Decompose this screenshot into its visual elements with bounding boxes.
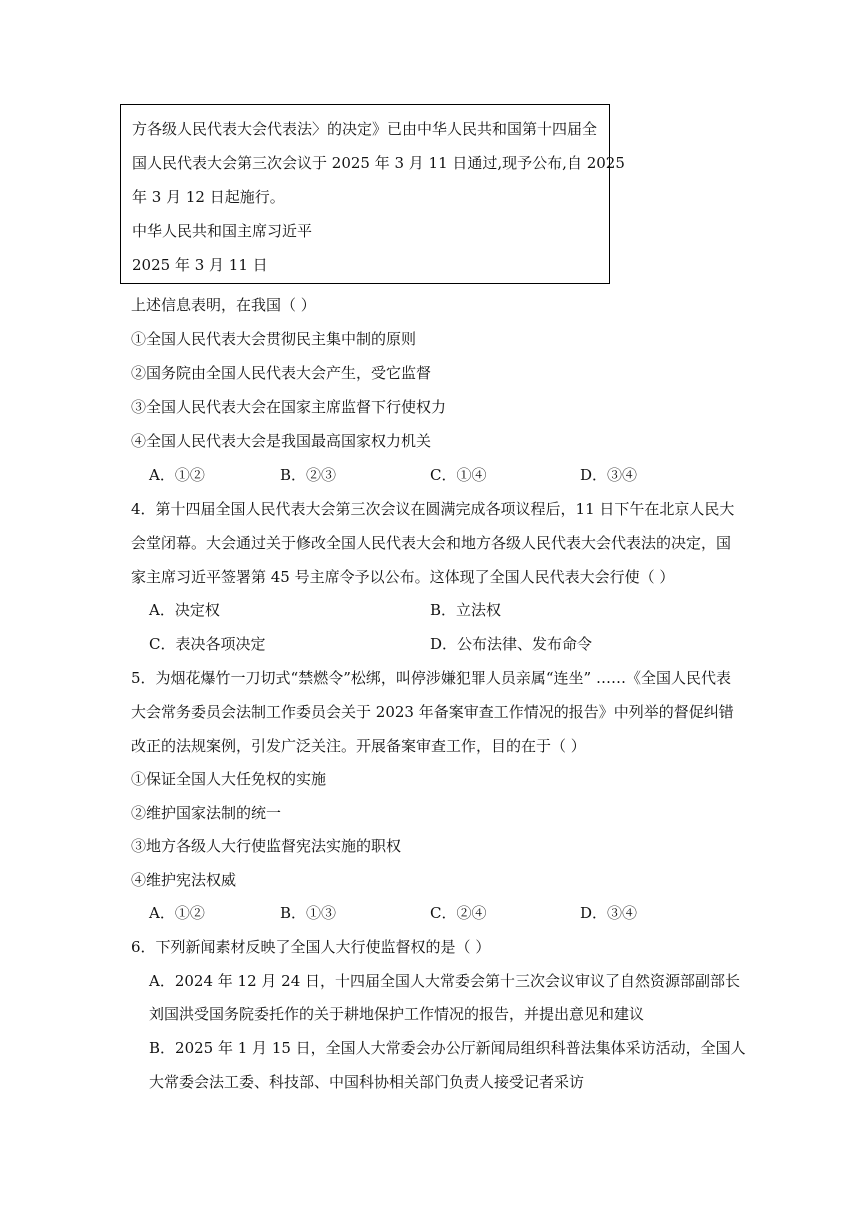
q3-item-2: ②国务院由全国人民代表大会产生，受它监督 bbox=[131, 364, 432, 382]
q4-stem-line: 家主席习近平签署第 45 号主席令予以公布。这体现了全国人民代表大会行使（ ） bbox=[131, 568, 675, 586]
notice-signer: 中华人民共和国主席习近平 bbox=[132, 222, 313, 240]
q3-option-b[interactable]: B．②③ bbox=[280, 466, 337, 484]
q4-option-d[interactable]: D．公布法律、发布命令 bbox=[430, 635, 593, 653]
notice-date: 2025 年 3 月 11 日 bbox=[132, 256, 268, 274]
notice-line: 方各级人民代表大会代表法〉的决定》已由中华人民共和国第十四届全 bbox=[132, 120, 598, 138]
q4-stem-line: 会堂闭幕。大会通过关于修改全国人民代表大会和地方各级人民代表大会代表法的决定，国 bbox=[131, 534, 732, 552]
q6-stem: 6．下列新闻素材反映了全国人大行使监督权的是（ ） bbox=[131, 938, 491, 956]
q5-stem-line: 5．为烟花爆竹一刀切式“禁燃令”松绑，叫停涉嫌犯罪人员亲属“连坐” ……《全国人民代表 bbox=[131, 669, 731, 687]
q3-item-1: ①全国人民代表大会贯彻民主集中制的原则 bbox=[131, 330, 417, 348]
q6-option-a-cont: 刘国洪受国务院委托作的关于耕地保护工作情况的报告，并提出意见和建议 bbox=[149, 1005, 645, 1023]
q6-option-b[interactable]: B．2025 年 1 月 15 日，全国人大常委会办公厅新闻局组织科普法集体采访活动，全国人 bbox=[149, 1039, 746, 1057]
q5-option-c[interactable]: C．②④ bbox=[430, 904, 487, 922]
q5-stem-line: 改正的法规案例，引发广泛关注。开展备案审查工作，目的在于（ ） bbox=[131, 737, 586, 755]
q3-item-3: ③全国人民代表大会在国家主席监督下行使权力 bbox=[131, 398, 447, 416]
notice-line: 国人民代表大会第三次会议于 2025 年 3 月 11 日通过,现予公布,自 2025 bbox=[132, 154, 625, 172]
q5-item-2: ②维护国家法制的统一 bbox=[131, 804, 282, 822]
q3-stem: 上述信息表明，在我国（ ） bbox=[131, 296, 316, 314]
q5-option-a[interactable]: A．①② bbox=[149, 904, 205, 922]
q5-option-b[interactable]: B．①③ bbox=[280, 904, 337, 922]
notice-line: 年 3 月 12 日起施行。 bbox=[132, 188, 285, 206]
q5-item-4: ④维护宪法权威 bbox=[131, 871, 237, 889]
q5-option-d[interactable]: D．③④ bbox=[580, 904, 638, 922]
q5-item-1: ①保证全国人大任免权的实施 bbox=[131, 770, 327, 788]
q3-option-c[interactable]: C．①④ bbox=[430, 466, 487, 484]
q3-item-4: ④全国人民代表大会是我国最高国家权力机关 bbox=[131, 432, 432, 450]
q6-option-b-cont: 大常委会法工委、科技部、中国科协相关部门负责人接受记者采访 bbox=[149, 1073, 585, 1091]
q5-item-3: ③地方各级人大行使监督宪法实施的职权 bbox=[131, 837, 402, 855]
q3-option-a[interactable]: A．①② bbox=[149, 466, 205, 484]
q4-option-c[interactable]: C．表决各项决定 bbox=[149, 635, 266, 653]
q4-option-b[interactable]: B．立法权 bbox=[430, 601, 502, 619]
q6-option-a[interactable]: A．2024 年 12 月 24 日，十四届全国人大常委会第十三次会议审议了自然资源部副部长 bbox=[149, 972, 741, 990]
q4-option-a[interactable]: A．决定权 bbox=[149, 601, 220, 619]
q4-stem-line: 4．第十四届全国人民代表大会第三次会议在圆满完成各项议程后，11 日下午在北京人民大 bbox=[131, 500, 735, 518]
q3-option-d[interactable]: D．③④ bbox=[580, 466, 638, 484]
q5-stem-line: 大会常务委员会法制工作委员会关于 2023 年备案审查工作情况的报告》中列举的督促纠错 bbox=[131, 703, 734, 721]
